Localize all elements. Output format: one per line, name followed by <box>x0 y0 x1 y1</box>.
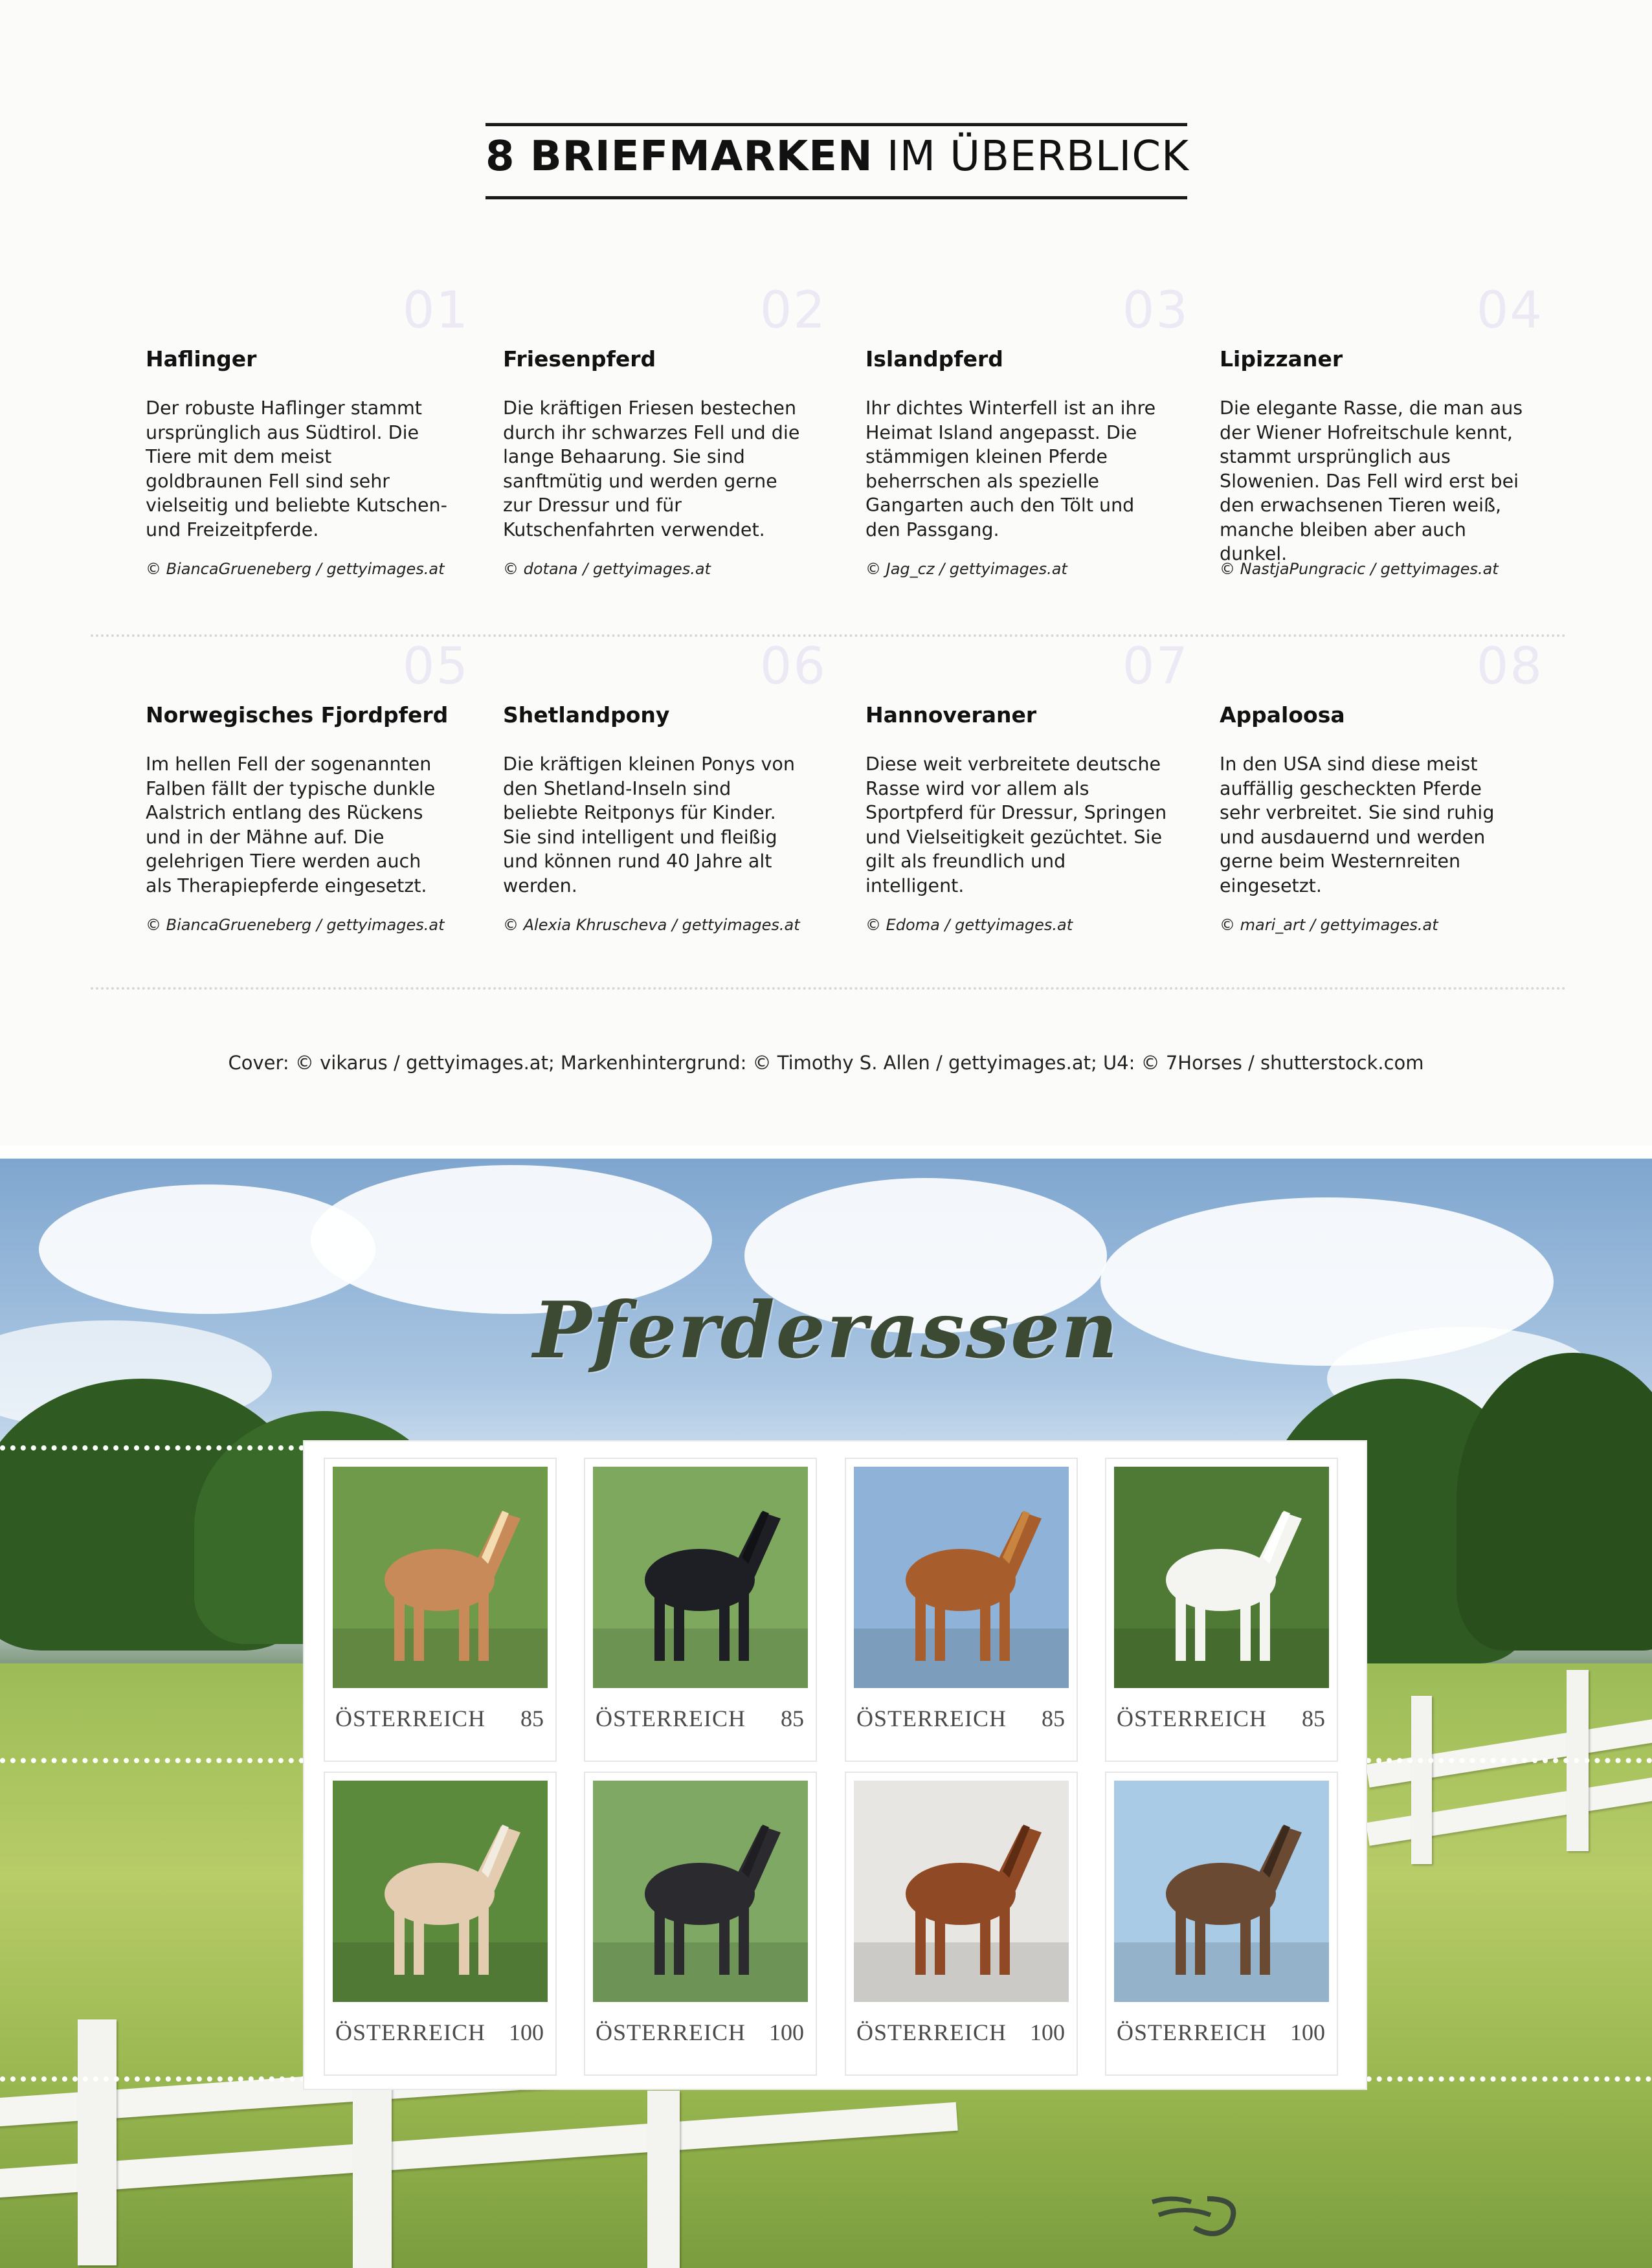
photo-credit: © Alexia Khruscheva / gettyimages.at <box>503 916 800 934</box>
dotted-divider <box>91 987 1567 990</box>
perforation <box>0 1758 304 1763</box>
horse-photo <box>1114 1781 1329 2002</box>
card-title: Norwegisches Fjordpferd <box>146 702 449 728</box>
stamp-description-card <box>146 638 469 934</box>
stamp-value: 85 <box>1302 1706 1325 1731</box>
card-text: Der robuste Haflinger stammt ursprünglich aus Südtirol. Die Tiere mit dem meist goldbraunen Fell sind sehr vielseitig und beliebte Kutschen- und Freizeitpferde. <box>146 397 447 540</box>
card-text: Die kräftigen Friesen bestechen durch ihr schwarzes Fell und die lange Behaarung. Sie sind sanftmütig und werden gerne zur Dressur und für Kutschenfahrten verwendet. <box>503 397 800 540</box>
stamp-value: 85 <box>781 1706 804 1731</box>
stamp-description-card <box>1220 282 1543 578</box>
horse-photo <box>333 1467 548 1688</box>
perforation <box>0 1445 304 1451</box>
stamp-value: 100 <box>769 2019 804 2045</box>
stamp-country: ÖSTERREICH <box>335 1706 486 1731</box>
card-title: Lipizzaner <box>1220 346 1343 372</box>
horse-photo <box>593 1467 808 1688</box>
stamp <box>845 1458 1078 1762</box>
stamp <box>324 1772 557 2076</box>
stamp <box>584 1458 817 1762</box>
card-text: Die kräftigen kleinen Ponys von den Shetland-Inseln sind beliebte Reitponys für Kinder. Sie sind intelligent und fleißig und können rund 40 Jahre alt werden. <box>503 753 795 896</box>
stamp-description-card <box>503 638 827 934</box>
heading-rule-top <box>486 123 1187 126</box>
card-title: Hannoveraner <box>865 702 1037 728</box>
stamp-description-card <box>865 638 1189 934</box>
sheet-title: Pferderassen <box>533 1285 1119 1376</box>
stamp-country: ÖSTERREICH <box>335 2019 486 2045</box>
stamp-value: 100 <box>1290 2019 1325 2045</box>
card-title: Islandpferd <box>865 346 1003 372</box>
photo-credit: © dotana / gettyimages.at <box>503 560 711 578</box>
card-title: Friesenpferd <box>503 346 656 372</box>
card-number: 07 <box>1122 638 1189 696</box>
stamp-country: ÖSTERREICH <box>856 1706 1007 1731</box>
card-number: 06 <box>759 638 827 696</box>
stamp <box>584 1772 817 2076</box>
card-number: 04 <box>1476 282 1543 340</box>
stamp-description-card <box>1220 638 1543 934</box>
stamp-description-card <box>503 282 827 578</box>
fence-post <box>353 2078 392 2268</box>
card-text: In den USA sind diese meist auffällig gescheckten Pferde sehr verbreitet. Sie sind ruhig und ausdauernd und werden gerne beim Westernreiten eingesetzt. <box>1220 753 1495 896</box>
photo-credit: © NastjaPungracic / gettyimages.at <box>1220 560 1499 578</box>
photo-credit: © Jag_cz / gettyimages.at <box>865 560 1067 578</box>
card-text: Ihr dichtes Winterfell ist an ihre Heimat Island angepasst. Die stämmigen kleinen Pferde beherrschen als spezielle Gangarten auch den Tölt und den Passgang. <box>865 397 1156 540</box>
stamp <box>1105 1458 1338 1762</box>
fence-post <box>78 2019 117 2265</box>
card-number: 03 <box>1122 282 1189 340</box>
stamp-country: ÖSTERREICH <box>596 1706 746 1731</box>
horse-photo <box>333 1781 548 2002</box>
card-number: 02 <box>759 282 827 340</box>
stamp <box>845 1772 1078 2076</box>
stamp-value: 85 <box>1042 1706 1065 1731</box>
horse-photo <box>1114 1467 1329 1688</box>
stamp-value: 85 <box>520 1706 544 1731</box>
photo-credit: © BiancaGrueneberg / gettyimages.at <box>146 560 445 578</box>
stamp-value: 100 <box>1030 2019 1065 2045</box>
perforation <box>1366 1758 1652 1763</box>
photo-credit: © mari_art / gettyimages.at <box>1220 916 1438 934</box>
dotted-divider <box>91 634 1567 637</box>
austrian-post-logo <box>1146 2189 1249 2241</box>
fence-post <box>1411 1696 1432 1864</box>
stamp <box>1105 1772 1338 2076</box>
stamp <box>324 1458 557 1762</box>
page-heading: 8 BRIEFMARKEN IM ÜBERBLICK <box>486 133 1190 181</box>
fence-post <box>647 2091 680 2268</box>
stamp-block <box>304 1441 1366 2089</box>
heading-rule-bottom <box>486 196 1187 199</box>
image-credits: Cover: © vikarus / gettyimages.at; Markenhintergrund: © Timothy S. Allen / gettyimages.at; U4: © 7Horses / shutterstock.com <box>228 1052 1424 1074</box>
stamp-country: ÖSTERREICH <box>1117 2019 1267 2045</box>
card-title: Haflinger <box>146 346 257 372</box>
stamp-country: ÖSTERREICH <box>596 2019 746 2045</box>
card-number: 08 <box>1476 638 1543 696</box>
stamp-description-card <box>865 282 1189 578</box>
stamp-value: 100 <box>509 2019 544 2045</box>
horse-photo <box>593 1781 808 2002</box>
card-title: Shetlandpony <box>503 702 670 728</box>
horse-photo <box>854 1467 1069 1688</box>
card-text: Im hellen Fell der sogenannten Falben fällt der typische dunkle Aalstrich entlang des Rückens und in der Mähne auf. Die gelehrigen Tiere werden auch als Therapiepferde eingesetzt. <box>146 753 436 896</box>
stamp-description-card <box>146 282 469 578</box>
card-number: 05 <box>402 638 469 696</box>
card-number: 01 <box>402 282 469 340</box>
photo-credit: © Edoma / gettyimages.at <box>865 916 1073 934</box>
horse-photo <box>854 1781 1069 2002</box>
card-text: Diese weit verbreitete deutsche Rasse wird vor allem als Sportpferd für Dressur, Springen und Vielseitigkeit gezüchtet. Sie gilt als freundlich und intelligent. <box>865 753 1167 896</box>
photo-credit: © BiancaGrueneberg / gettyimages.at <box>146 916 445 934</box>
stamp-country: ÖSTERREICH <box>1117 1706 1267 1731</box>
card-title: Appaloosa <box>1220 702 1345 728</box>
stamp-country: ÖSTERREICH <box>856 2019 1007 2045</box>
card-text: Die elegante Rasse, die man aus der Wiener Hofreitschule kennt, stammt ursprünglich aus Slowenien. Das Fell wird erst bei den erwachsenen Tieren weiß, manche bleiben aber auch dunkel. <box>1220 397 1523 564</box>
